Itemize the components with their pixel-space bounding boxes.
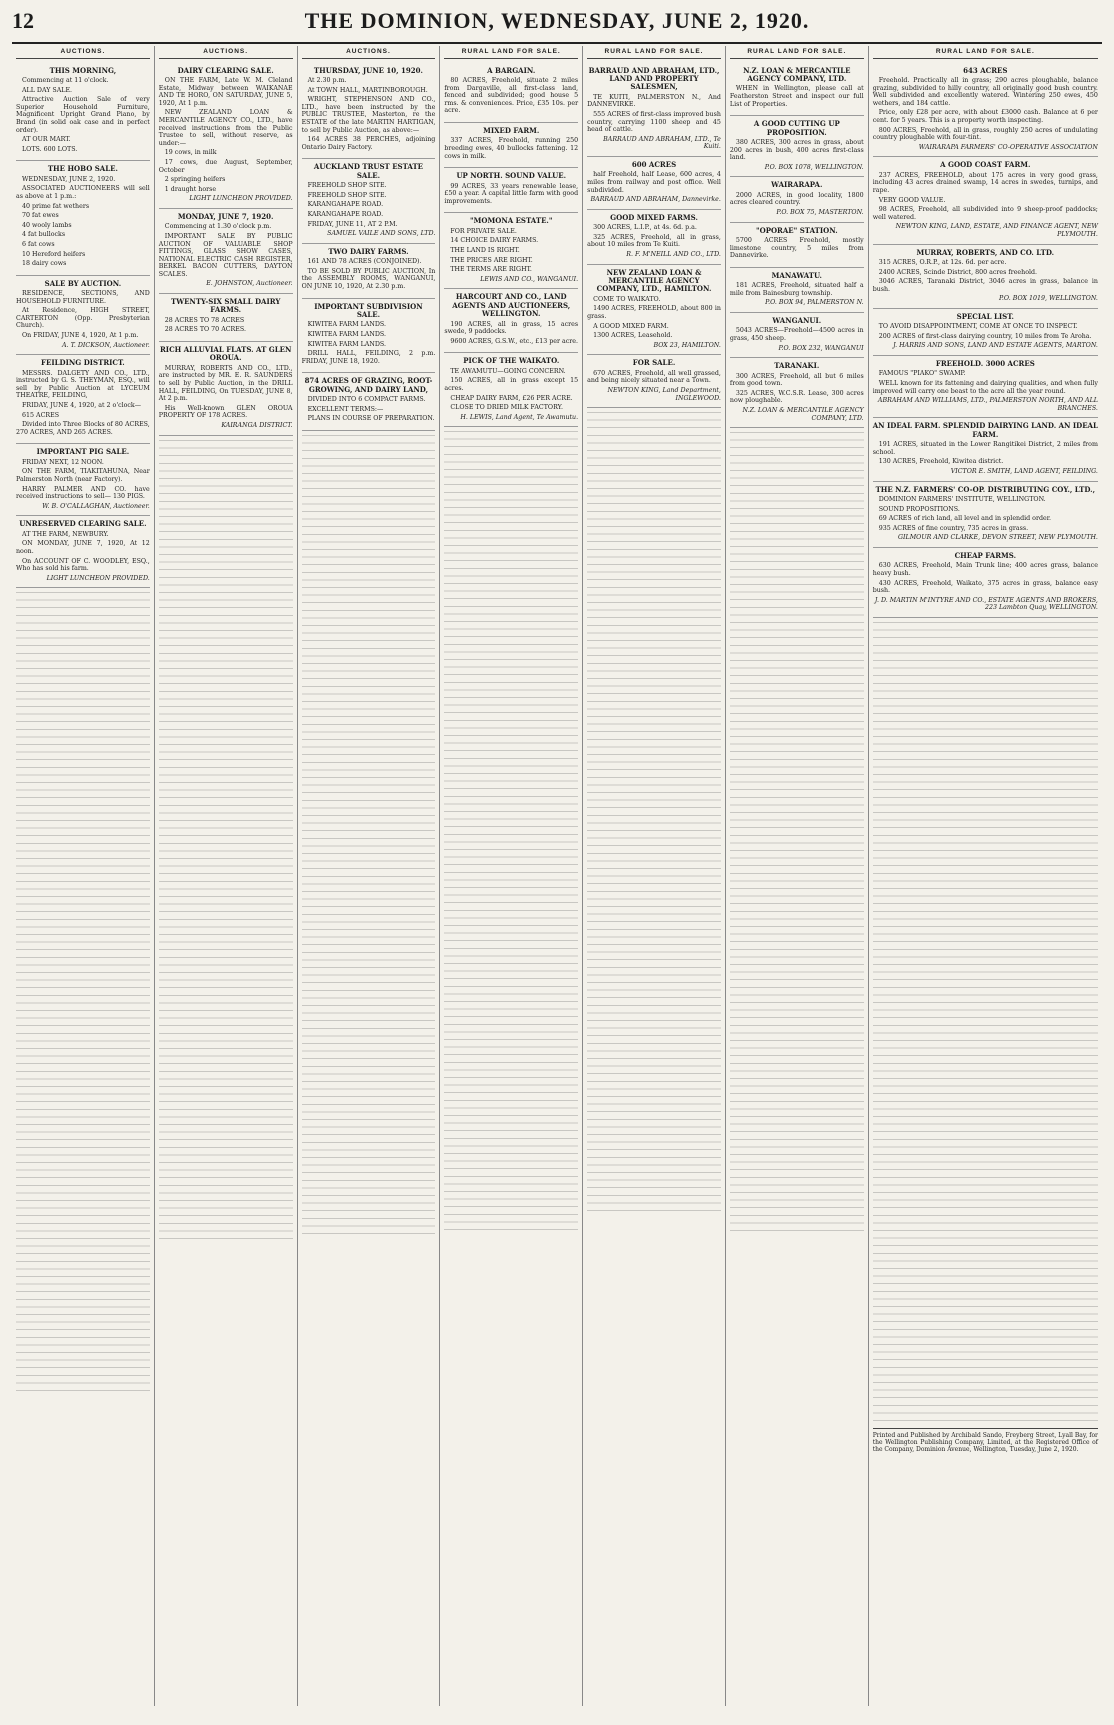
- ad-text: 615 ACRES: [22, 411, 60, 419]
- ad-text: TO AVOID DISAPPOINTMENT, COME AT ONCE TO INSPECT.: [878, 323, 1078, 331]
- ad-text: KARANGAHAPE ROAD.: [307, 201, 384, 209]
- ad-text: WHEN in Wellington, please call at Featherston Street and inspect our full List of Properties.: [729, 85, 864, 108]
- ad-text: TE AWAMUTU—GOING CONCERN.: [450, 367, 566, 375]
- ad-text: CLOSE TO DRIED MILK FACTORY.: [450, 404, 563, 412]
- ad-text: ON THE FARM, TIAKITAHUNA, Near Palmerston North (near Factory).: [16, 468, 150, 483]
- ad-text: 4 fat bullocks: [22, 231, 66, 239]
- ad-text: Price, only £28 per acre, with about £3000 cash. Balance at 6 per cent. for 5 years. This is a property worth inspecting.: [872, 109, 1098, 124]
- ad-text: 337 ACRES, Freehold, running 250 breeding ewes, 40 bullocks fattening. 12 cows in milk.: [444, 137, 579, 160]
- ad-signature: P.O. BOX 1078, WELLINGTON.: [764, 163, 864, 171]
- page-number: 12: [12, 8, 34, 33]
- advertisement: [302, 159, 436, 243]
- ad-title: BARRAUD AND ABRAHAM, LTD., LAND AND PROPERTY SALESMEN,: [588, 65, 720, 92]
- advertisement: [587, 265, 721, 356]
- ad-text: FRIDAY NEXT, 12 NOON.: [22, 458, 104, 466]
- ad-text: WRIGHT, STEPHENSON AND CO., LTD., have been instructed by the PUBLIC TRUSTEE, Masterton, re the ESTATE of the late MARTIN HARTIGAN, to sell by Public Auction, as above:—: [301, 96, 436, 134]
- ad-title: 874 ACRES OF GRAZING, ROOT-GROWING, AND DAIRY LAND,: [304, 376, 433, 394]
- ad-signature: P.O. BOX 232, WANGANUI: [778, 344, 864, 352]
- column-heading: RURAL LAND FOR SALE.: [587, 46, 721, 59]
- ad-text: ON THE FARM, Late W. M. Cleland Estate, Midway between WAIKANAE AND TE HORO, ON SATURDAY, JUNE 5, 1920, At 1 p.m.: [158, 77, 293, 107]
- advertisement: [730, 177, 864, 222]
- ad-title: IMPORTANT SUBDIVISION SALE.: [314, 301, 423, 319]
- advertisement: [444, 213, 578, 289]
- ad-text: THE TERMS ARE RIGHT.: [450, 266, 532, 274]
- ad-title: UNRESERVED CLEARING SALE.: [19, 519, 147, 529]
- column-7: [869, 46, 1102, 1706]
- masthead: [12, 8, 1102, 44]
- continued-small-print: [873, 622, 1098, 1422]
- ad-text: FRIDAY, JUNE 4, 1920, at 2 o'clock—: [22, 402, 142, 410]
- ad-text: At 2.30 p.m.: [307, 77, 347, 84]
- ad-signature: E. JOHNSTON, Auctioneer.: [206, 280, 293, 288]
- ad-signature: J. D. MARTIN M'INTYRE AND CO., ESTATE AGENTS AND BROKERS, 223 Lambton Quay, WELLINGTON.: [874, 596, 1098, 612]
- advertisement: [444, 63, 578, 123]
- ad-signature: H. LEWIS, Land Agent, Te Awamutu.: [460, 413, 579, 421]
- ad-text: 1300 ACRES, Leasehold.: [593, 332, 673, 340]
- advertisement: [16, 516, 150, 588]
- ad-text: At Residence, HIGH STREET, CARTERTON (Opp. Presbyterian Church).: [16, 307, 150, 330]
- ad-title: FOR SALE.: [632, 358, 676, 368]
- column-heading: RURAL LAND FOR SALE.: [730, 46, 864, 59]
- advertisement: [587, 355, 721, 408]
- ad-text: 1 draught horse: [164, 185, 217, 193]
- ad-signature: LIGHT LUNCHEON PROVIDED.: [189, 195, 293, 203]
- ad-text: HARRY PALMER AND CO. have received instructions to sell— 130 PIGS.: [16, 485, 150, 501]
- ad-text: ON MONDAY, JUNE 7, 1920, At 12 noon.: [16, 540, 150, 555]
- ad-title: TWO DAIRY FARMS.: [328, 246, 409, 256]
- continued-small-print: [730, 432, 864, 1232]
- ad-text: 19 cows, in milk: [164, 149, 217, 157]
- advertisement: [587, 210, 721, 265]
- ad-text: 670 ACRES, Freehold, all well grassed, and being nicely situated near a Town.: [587, 369, 721, 385]
- ad-text: 80 ACRES, Freehold, situate 2 miles from Dargaville, all first-class land, fenced and subdivided; good house 5 rms. & conveniences. Price, £35 10s. per acre.: [444, 77, 579, 115]
- ad-text: 17 cows, due August, September, October: [158, 158, 293, 174]
- ad-signature: KAIRANGA DISTRICT.: [221, 422, 293, 430]
- advertisement: [16, 355, 150, 444]
- ad-title: A GOOD CUTTING UP PROPOSITION.: [753, 119, 840, 137]
- ad-title: MONDAY, JUNE 7, 1920.: [177, 211, 274, 221]
- advertisement: [302, 244, 436, 299]
- advertisement: [159, 342, 293, 436]
- ad-text: LOTS. 600 LOTS.: [22, 145, 78, 153]
- ad-text: EXCELLENT TERMS:—: [307, 405, 384, 413]
- ad-text: 325 ACRES, W.C.S.R. Lease, 300 acres now ploughable.: [729, 389, 864, 405]
- ad-text: 5700 ACRES Freehold, mostly limestone country, 5 miles from Dannevirke.: [729, 236, 864, 260]
- columns-container: [12, 46, 1102, 1706]
- column-4: [440, 46, 583, 1706]
- advertisement: [873, 245, 1098, 309]
- ad-text: A GOOD MIXED FARM.: [593, 322, 669, 330]
- ad-title: 600 ACRES: [631, 159, 677, 169]
- ad-title: FEILDING DISTRICT.: [41, 358, 125, 368]
- advertisement: [159, 209, 293, 294]
- ad-text: AT OUR MART.: [22, 136, 71, 144]
- ad-signature: NEWTON KING, LAND, ESTATE, AND FINANCE AGENT, NEW PLYMOUTH.: [895, 223, 1098, 238]
- continued-small-print: [444, 431, 578, 1231]
- ad-signature: R. F. M'NEILL AND CO., LTD.: [626, 250, 721, 258]
- ad-title: MIXED FARM.: [483, 125, 540, 135]
- ad-text: DIVIDED INTO 6 COMPACT FARMS.: [307, 396, 426, 404]
- ad-title: 643 ACRES: [963, 65, 1008, 75]
- ad-signature: BARRAUD AND ABRAHAM, LTD., Te Kuiti.: [603, 135, 721, 151]
- ad-text: CHEAP DAIRY FARM, £26 PER ACRE.: [450, 394, 573, 402]
- ad-text: FREEHOLD SHOP SITE.: [307, 182, 387, 190]
- ad-text: MESSRS. DALGETY AND CO., LTD., instructed by G. S. THEYMAN, ESQ., will sell by Public Auction at LYCEUM THEATRE, FEILDING,: [16, 369, 150, 400]
- ad-text: 69 ACRES of rich land, all level and in splendid order.: [878, 515, 1052, 523]
- ad-title: "OPORAE" STATION.: [755, 225, 838, 235]
- ad-title: A GOOD COAST FARM.: [940, 160, 1031, 170]
- advertisement: [302, 63, 436, 160]
- advertisement: [873, 63, 1098, 158]
- advertisement: [873, 482, 1098, 548]
- ad-text: 28 ACRES TO 70 ACRES.: [164, 326, 246, 334]
- ad-signature: W. B. O'CALLAGHAN, Auctioneer.: [42, 502, 150, 510]
- ad-text: WEDNESDAY, JUNE 2, 1920.: [22, 175, 116, 183]
- ad-text: FOR PRIVATE SALE.: [450, 227, 517, 235]
- ad-text: IMPORTANT SALE BY PUBLIC AUCTION OF VALUABLE SHOP FITTINGS, GLASS SHOW CASES, NATIONAL ELECTRIC CASH REGISTER, BERKEL BACON CUTTERS, DAYTON SCALES.: [158, 232, 293, 278]
- ad-text: 150 ACRES, all in grass except 15 acres.: [444, 377, 579, 392]
- ad-text: 3046 ACRES, Taranaki District, 3046 acres in grass, balance in bush.: [872, 278, 1098, 293]
- ad-signature: P.O. BOX 94, PALMERSTON N.: [765, 299, 864, 307]
- ad-text: 28 ACRES TO 78 ACRES: [164, 316, 245, 324]
- ad-title: "MOMONA ESTATE.": [469, 216, 553, 226]
- column-6: [726, 46, 869, 1706]
- ad-text: 5043 ACRES—Freehold—4500 acres in grass, 450 sheep.: [729, 327, 864, 342]
- ad-text: PLANS IN COURSE OF PREPARATION.: [307, 415, 435, 423]
- ad-text: WELL known for its fattening and dairying qualities, and when fully improved will carry one beast to the acre all the year round.: [872, 380, 1098, 395]
- advertisement: [730, 63, 864, 117]
- advertisement: [16, 63, 150, 162]
- ad-text: Attractive Auction Sale of very Superior Household Furniture, Magnificent Upright Grand Piano, by Brand (in solid oak case and in perfect order).: [16, 96, 150, 134]
- column-5: [583, 46, 726, 1706]
- continued-small-print: [159, 440, 293, 1240]
- advertisement: [159, 63, 293, 209]
- ad-text: Divided into Three Blocks of 80 ACRES, 270 ACRES, AND 265 ACRES.: [16, 421, 150, 436]
- column-heading: RURAL LAND FOR SALE.: [444, 46, 578, 59]
- advertisement: [16, 276, 150, 356]
- ad-title: SALE BY AUCTION.: [44, 278, 122, 288]
- column-heading: RURAL LAND FOR SALE.: [873, 46, 1098, 59]
- ad-title: HARCOURT AND CO., LAND AGENTS AND AUCTIONEERS, WELLINGTON.: [452, 292, 571, 319]
- ad-text: KIWITEA FARM LANDS.: [307, 340, 386, 348]
- ad-text: DOMINION FARMERS' INSTITUTE, WELLINGTON.: [878, 496, 1046, 504]
- advertisement: [873, 309, 1098, 356]
- advertisement: [159, 294, 293, 342]
- ad-title: THIS MORNING,: [49, 65, 117, 75]
- ad-signature: A. T. DICKSON, Auctioneer.: [62, 341, 150, 349]
- ad-text: KARANGAHAPE ROAD.: [307, 210, 384, 218]
- ad-text: TO BE SOLD BY PUBLIC AUCTION, In the ASSEMBLY ROOMS, WANGANUI, ON JUNE 10, 1920, At 2.30 p.m.: [301, 267, 436, 290]
- ad-title: SPECIAL LIST.: [956, 311, 1014, 321]
- ad-signature: P.O. BOX 75, MASTERTON.: [776, 208, 864, 216]
- ad-text: 2000 ACRES, in good locality, 1800 acres cleared country.: [729, 191, 864, 207]
- ad-signature: P.O. BOX 1019, WELLINGTON.: [998, 295, 1098, 303]
- ad-text: 2 springing heifers: [164, 176, 226, 184]
- ad-text: 164 ACRES 38 PERCHES, adjoining Ontario Dairy Factory.: [301, 136, 436, 151]
- ad-title: UP NORTH. SOUND VALUE.: [456, 171, 567, 181]
- ad-text: On ACCOUNT OF C. WOODLEY, ESQ., Who has sold his farm.: [16, 557, 150, 573]
- column-2: [155, 46, 298, 1706]
- ad-title: RICH ALLUVIAL FLATS. AT GLEN OROUA.: [159, 345, 292, 363]
- ad-title: THURSDAY, JUNE 10, 1920.: [313, 65, 423, 75]
- ad-text: SOUND PROPOSITIONS.: [878, 505, 960, 513]
- advertisement: [730, 223, 864, 268]
- ad-text: 430 ACRES, Freehold, Waikato, 375 acres in grass, balance easy bush.: [872, 579, 1098, 595]
- ad-title: AN IDEAL FARM. SPLENDID DAIRYING LAND. AN IDEAL FARM.: [872, 421, 1098, 439]
- ad-text: Commencing at 1.30 o'clock p.m.: [164, 223, 272, 231]
- ad-text: VERY GOOD VALUE.: [878, 196, 946, 204]
- advertisement: [873, 356, 1098, 418]
- ad-text: 14 CHOICE DAIRY FARMS.: [450, 237, 539, 245]
- advertisement: [302, 373, 436, 431]
- ad-signature: J. HARRIS AND SONS, LAND AND ESTATE AGENTS, MARTON.: [893, 342, 1098, 350]
- ad-text: FAMOUS "PIAKO" SWAMP.: [878, 370, 966, 378]
- ad-title: DAIRY CLEARING SALE.: [177, 65, 274, 75]
- ad-text: half Freehold, half Lease, 600 acres, 4 miles from railway and post office. Well subdivided.: [587, 171, 721, 194]
- ad-title: WAIRARAPA.: [771, 180, 823, 190]
- ad-text: 800 ACRES, Freehold, all in grass, roughly 250 acres of undulating country ploughable with four-tint.: [872, 126, 1098, 142]
- ad-title: NEW ZEALAND LOAN & MERCANTILE AGENCY COMPANY, LTD., HAMILTON.: [596, 267, 712, 294]
- advertisement: [587, 157, 721, 210]
- continued-small-print: [16, 592, 150, 1392]
- ad-text: 6 fat cows: [22, 240, 55, 248]
- ad-text: RESIDENCE, SECTIONS, AND HOUSEHOLD FURNITURE.: [16, 290, 150, 305]
- ad-text: 237 ACRES, FREEHOLD, about 175 acres in very good grass, including 43 acres drained swamp, 14 acres in swedes, turnips, and rape.: [872, 171, 1098, 194]
- ad-title: A BARGAIN.: [487, 65, 536, 75]
- ad-signature: LIGHT LUNCHEON PROVIDED.: [46, 574, 150, 582]
- ad-title: GOOD MIXED FARMS.: [610, 212, 698, 222]
- ad-text: AT THE FARM, NEWBURY.: [22, 530, 109, 538]
- ad-title: AUCKLAND TRUST ESTATE SALE.: [313, 162, 423, 180]
- ad-text: 130 ACRES, Freehold, Kiwitea district.: [878, 458, 1004, 466]
- ad-text: DRILL HALL, FEILDING, 2 p.m. FRIDAY, JUNE 18, 1920.: [301, 350, 436, 365]
- advertisement: [730, 268, 864, 313]
- advertisement: [730, 116, 864, 177]
- continued-small-print: [587, 412, 721, 1212]
- ad-signature: GILMOUR AND CLARKE, DEVON STREET, NEW PLYMOUTH.: [898, 534, 1098, 542]
- ad-title: PICK OF THE WAIKATO.: [463, 356, 560, 366]
- ad-text: FRIDAY, JUNE 11, AT 2 P.M.: [307, 220, 398, 228]
- ad-signature: ABRAHAM AND WILLIAMS, LTD., PALMERSTON NORTH, AND ALL BRANCHES.: [877, 397, 1098, 412]
- ad-text: 300 ACRES, L.I.P., at 4s. 6d. p.a.: [593, 224, 697, 232]
- ad-title: WANGANUI.: [772, 315, 822, 325]
- ad-text: 10 Hereford heifers: [22, 250, 86, 258]
- newspaper-title: THE DOMINION, WEDNESDAY, JUNE 2, 1920.: [304, 8, 810, 33]
- ad-text: ALL DAY SALE.: [22, 86, 73, 94]
- ad-text: TE KUITI, PALMERSTON N., And DANNEVIRKE.: [587, 93, 721, 109]
- advertisement: [444, 123, 578, 168]
- advertisement: [873, 418, 1098, 481]
- ad-text: 1490 ACRES, FREEHOLD, about 800 in grass.: [587, 305, 721, 320]
- ad-title: THE N.Z. FARMERS' CO-OP. DISTRIBUTING COY., LTD.,: [875, 484, 1096, 494]
- ad-signature: BOX 23, HAMILTON.: [653, 341, 721, 349]
- ad-text: 555 ACRES of first-class improved bush country, carrying 1100 sheep and 45 head of cattle.: [587, 111, 721, 134]
- ad-signature: SAMUEL VAILE AND SONS, LTD.: [327, 230, 436, 238]
- advertisement: [302, 299, 436, 374]
- ad-text: 18 dairy cows: [22, 260, 67, 268]
- ad-text: COME TO WAIKATO.: [593, 295, 661, 303]
- ad-text: 161 AND 78 ACRES (CONJOINED).: [307, 258, 422, 266]
- ad-title: CHEAP FARMS.: [954, 551, 1017, 560]
- column-3: [298, 46, 441, 1706]
- ad-text: 380 ACRES, 300 acres in grass, about 200 acres in bush, 400 acres first-class land.: [729, 139, 864, 162]
- ad-text: NEW ZEALAND LOAN & MERCANTILE AGENCY CO., LTD., have received instructions from the Public Trustee to sell, without reserve, as under:—: [158, 109, 293, 147]
- ad-title: FREEHOLD. 3000 ACRES: [935, 359, 1035, 369]
- advertisement: [730, 358, 864, 428]
- ad-text: KIWITEA FARM LANDS.: [307, 321, 386, 329]
- advertisement: [444, 289, 578, 353]
- advertisement: [444, 353, 578, 427]
- ad-text: 190 ACRES, all in grass, 15 acres swede, 9 paddocks.: [444, 320, 579, 336]
- ad-text: 98 ACRES, Freehold, all subdivided into 9 sheep-proof paddocks; well watered.: [872, 206, 1098, 221]
- ad-signature: BARRAUD AND ABRAHAM, Dannevirke.: [590, 196, 721, 204]
- ad-title: N.Z. LOAN & MERCANTILE AGENCY COMPANY, LTD.: [743, 65, 851, 83]
- ad-text: 99 ACRES, 33 years renewable lease, £50 a year. A capital little farm with good improvements.: [444, 182, 579, 205]
- ad-title: MURRAY, ROBERTS, AND CO. LTD.: [916, 247, 1055, 257]
- ad-text: KIWITEA FARM LANDS.: [307, 330, 386, 338]
- advertisement: [873, 548, 1098, 618]
- ad-text: 935 ACRES of fine country, 735 acres in grass.: [878, 524, 1029, 532]
- ad-text: 181 ACRES, Freehold, situated half a mile from Bainesburg township.: [729, 282, 864, 297]
- ad-text: At TOWN HALL, MARTINBOROUGH.: [307, 86, 428, 94]
- ad-text: Commencing at 11 o'clock.: [22, 77, 109, 84]
- ad-title: TARANAKI.: [774, 361, 820, 371]
- ad-signature: LEWIS AND CO., WANGANUI.: [480, 275, 579, 283]
- ad-signature: NEWTON KING, Land Department, INGLEWOOD.: [607, 386, 721, 402]
- column-1: [12, 46, 155, 1706]
- ad-signature: N.Z. LOAN & MERCANTILE AGENCY COMPANY, LTD.: [742, 406, 864, 422]
- advertisement: [444, 168, 578, 213]
- ad-text: THE PRICES ARE RIGHT.: [450, 256, 533, 264]
- ad-text: 9600 ACRES, G.S.W., etc., £13 per acre.: [450, 337, 579, 345]
- ad-text: His Well-known GLEN OROUA PROPERTY OF 178 ACRES.: [158, 404, 293, 420]
- column-heading: AUCTIONS.: [302, 46, 436, 59]
- advertisement: [587, 63, 721, 157]
- ad-text: MURRAY, ROBERTS AND CO., LTD., are instructed by MR. E. R. SAUNDERS to sell by Public Auction, in the DRILL HALL, FEILDING, On TUESDAY, JUNE 8, At 2 p.m.: [158, 364, 293, 403]
- ad-text: 191 ACRES, situated in the Lower Rangitikei District, 2 miles from school.: [872, 441, 1098, 456]
- advertisement: [16, 161, 150, 275]
- ad-title: THE HOBO SALE.: [47, 164, 118, 174]
- ad-text: Freehold. Practically all in grass; 290 acres ploughable, balance grazing, subdivided to hilly country, all originally good bush country. Well subdivided and excellently watered. Wintering 250 ewes, 450 wethers, and 184 cattle.: [872, 77, 1098, 107]
- advertisement: [873, 157, 1098, 244]
- advertisement: [730, 313, 864, 358]
- continued-small-print: [302, 435, 436, 1235]
- ad-text: 40 wooly lambs: [22, 221, 72, 229]
- ad-text: THE LAND IS RIGHT.: [450, 246, 520, 254]
- ad-text: FREEHOLD SHOP SITE.: [307, 191, 387, 199]
- ad-text: 315 ACRES, O.R.P., at 12s. 6d. per acre.: [878, 258, 1007, 266]
- ad-title: TWENTY-SIX SMALL DAIRY FARMS.: [171, 297, 281, 315]
- column-heading: AUCTIONS.: [16, 46, 150, 59]
- ad-text: ASSOCIATED AUCTIONEERS will sell as above at 1 p.m.:: [16, 185, 150, 200]
- ad-text: 200 ACRES of first-class dairying country, 10 miles from Te Aroha.: [878, 332, 1092, 340]
- ad-signature: VICTOR E. SMITH, LAND AGENT, FEILDING.: [950, 468, 1098, 476]
- ad-title: MANAWATU.: [771, 270, 822, 280]
- column-heading: AUCTIONS.: [159, 46, 293, 59]
- advertisement: [16, 444, 150, 516]
- ad-text: 70 fat ewes: [22, 212, 59, 220]
- ad-signature: WAIRARAPA FARMERS' CO-OPERATIVE ASSOCIATION: [918, 143, 1098, 151]
- ad-text: 630 ACRES, Freehold, Main Trunk line; 400 acres grass, balance heavy bush.: [872, 562, 1098, 577]
- ad-text: 40 prime fat wethers: [22, 202, 90, 210]
- printer-imprint: Printed and Published by Archibald Sando, Freyberg Street, Lyall Bay, for the Wellington Publishing Company, Limited, at the Registered Office of the Company, Dominion Avenue, Wellington, Tuesday, June 2, 1920.: [873, 1428, 1098, 1453]
- ad-text: 2400 ACRES, Scinde District, 800 acres freehold.: [878, 268, 1038, 276]
- ad-title: IMPORTANT PIG SALE.: [36, 447, 130, 457]
- ad-text: 300 ACRES, Freehold, all but 6 miles from good town.: [729, 372, 864, 388]
- ad-text: On FRIDAY, JUNE 4, 1920, At 1 p.m.: [22, 332, 139, 340]
- ad-text: 325 ACRES, Freehold, all in grass, about 10 miles from Te Kuiti.: [587, 233, 721, 249]
